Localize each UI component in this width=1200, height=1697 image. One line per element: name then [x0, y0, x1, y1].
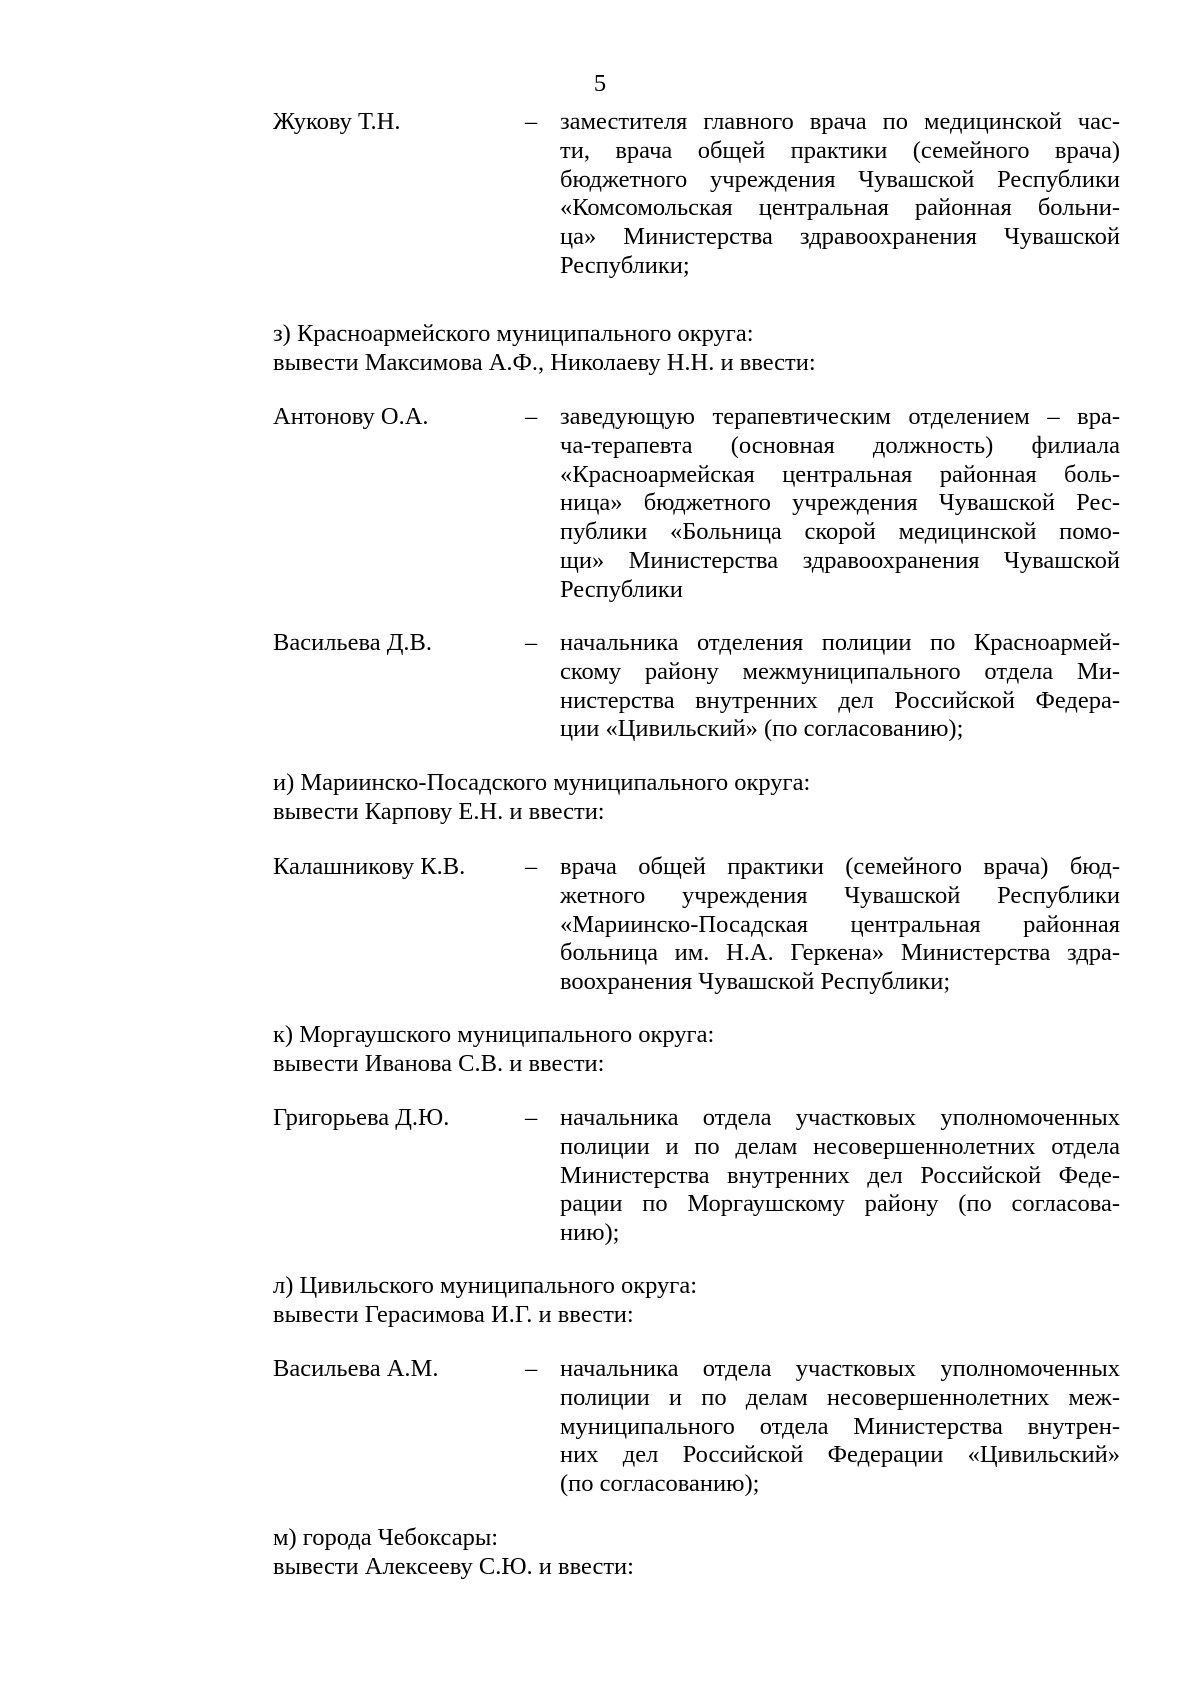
appointee-name: Антонову О.А. [273, 403, 429, 430]
position-line: начальника отделения полиции по Красноармей- [560, 629, 1120, 656]
position-line: публики «Больница скорой медицинской помо- [560, 518, 1120, 546]
position-line: ти, врача общей практики (семейного врача) [560, 136, 1120, 164]
district-heading: з) Красноармейского муниципального округа: [273, 320, 754, 347]
appointee-position [560, 1355, 1120, 1499]
appointee-position [560, 108, 1120, 281]
dash-separator: – [525, 403, 538, 430]
district-action: вывести Алексееву С.Ю. и ввести: [273, 1552, 634, 1580]
district-action: вывести Герасимова И.Г. и ввести: [273, 1300, 634, 1328]
position-line: ции «Цивильский» (по согласованию); [560, 715, 964, 743]
appointee-name: Жукову Т.Н. [273, 108, 401, 135]
position-line: ча-терапевта (основная должность) филиала [560, 431, 1120, 459]
district-heading: и) Мариинско-Посадского муниципального округа: [273, 769, 811, 796]
district-section [273, 1021, 1120, 1079]
position-line: Министерства внутренних дел Российской Феде- [560, 1161, 1120, 1189]
dash-separator: – [525, 108, 538, 135]
dash-separator: – [525, 1104, 538, 1131]
position-line: полиции и по делам несовершеннолетних отдела [560, 1132, 1120, 1160]
position-line: нистерства внутренних дел Российской Федера- [560, 686, 1120, 714]
position-line: начальника отдела участковых уполномоченных [560, 1104, 1120, 1131]
position-line: них дел Российской Федерации «Цивильский» [560, 1441, 1120, 1469]
district-section [273, 320, 1120, 378]
appointee-position [560, 853, 1120, 997]
appointee-name: Васильева Д.В. [273, 629, 433, 656]
position-line: «Красноармейская центральная районная боль- [560, 460, 1120, 488]
page-number: 5 [593, 70, 607, 97]
position-line: щи» Министерства здравоохранения Чувашской [560, 546, 1120, 574]
position-line: больница им. Н.А. Геркена» Министерства здра- [560, 939, 1120, 967]
district-section [273, 1524, 1120, 1582]
position-line: бюджетного учреждения Чувашской Республики [560, 165, 1120, 193]
appointee-position [560, 1104, 1120, 1248]
dash-separator: – [525, 1355, 538, 1382]
position-line: воохранения Чувашской Республики; [560, 968, 951, 996]
position-line: заведующую терапевтическим отделением – вра- [560, 403, 1120, 430]
position-line: (по согласованию); [560, 1470, 760, 1498]
district-heading: л) Цивильского муниципального округа: [273, 1272, 698, 1299]
position-line: Республики [560, 575, 683, 603]
position-line: ница» бюджетного учреждения Чувашской Рес- [560, 489, 1120, 517]
appointee-name: Васильева А.М. [273, 1355, 439, 1382]
position-line: Республики; [560, 251, 690, 279]
appointee-name: Калашникову К.В. [273, 853, 466, 880]
dash-separator: – [525, 853, 538, 880]
position-line: нию); [560, 1219, 620, 1247]
district-heading: к) Моргаушского муниципального округа: [273, 1021, 715, 1048]
position-line: жетного учреждения Чувашской Республики [560, 881, 1120, 909]
appointee-name: Григорьева Д.Ю. [273, 1104, 450, 1131]
position-line: заместителя главного врача по медицинской час- [560, 108, 1120, 135]
position-line: «Комсомольская центральная районная больни- [560, 194, 1120, 222]
district-action: вывести Карпову Е.Н. и ввести: [273, 797, 605, 825]
district-action: вывести Иванова С.В. и ввести: [273, 1049, 605, 1077]
dash-separator: – [525, 629, 538, 656]
appointee-position [560, 629, 1120, 744]
district-section [273, 1272, 1120, 1330]
position-line: муниципального отдела Министерства внутрен- [560, 1412, 1120, 1440]
position-line: скому району межмуниципального отдела Ми- [560, 657, 1120, 685]
district-section [273, 769, 1120, 827]
district-action: вывести Максимова А.Ф., Николаеву Н.Н. и ввести: [273, 348, 816, 376]
position-line: ца» Министерства здравоохранения Чувашской [560, 223, 1120, 251]
position-line: «Мариинско-Посадская центральная районная [560, 910, 1120, 938]
position-line: полиции и по делам несовершеннолетних меж- [560, 1383, 1120, 1411]
position-line: рации по Моргаушскому району (по согласова- [560, 1190, 1120, 1218]
appointee-position [560, 403, 1120, 605]
district-heading: м) города Чебоксары: [273, 1524, 499, 1551]
position-line: врача общей практики (семейного врача) бюд- [560, 853, 1120, 880]
position-line: начальника отдела участковых уполномоченных [560, 1355, 1120, 1382]
